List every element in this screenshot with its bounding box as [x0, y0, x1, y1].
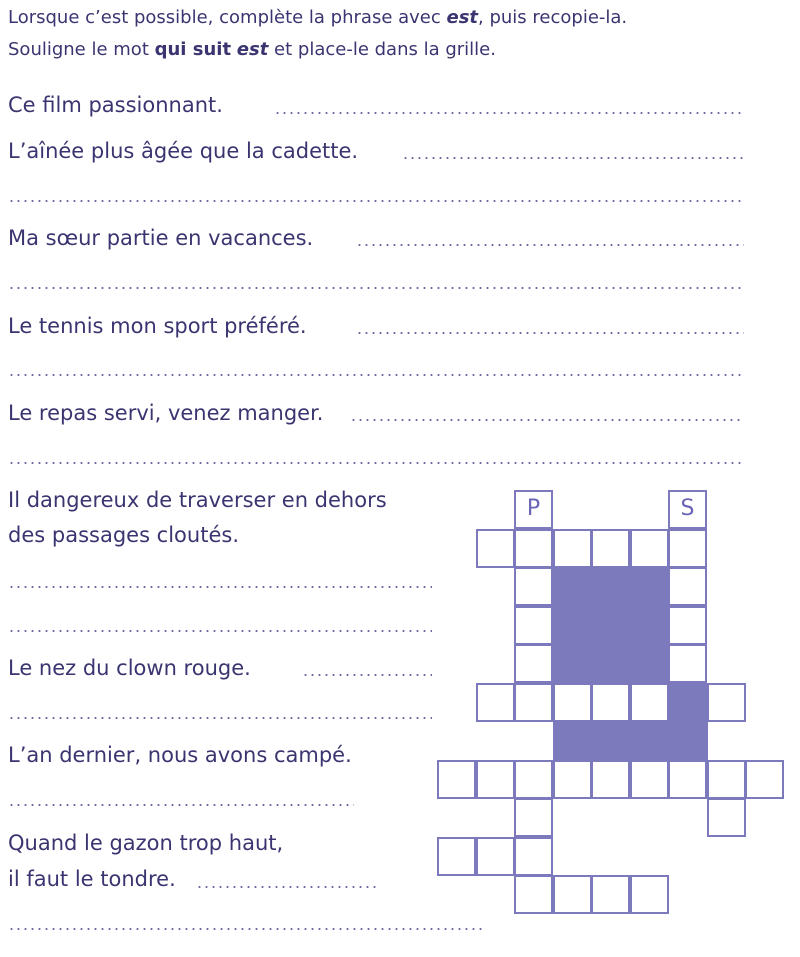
sentence-3: Ma sœur partie en vacances. — [8, 226, 314, 250]
crossword-cell[interactable] — [514, 875, 553, 914]
crossword-black-square — [553, 721, 670, 761]
crossword-cell[interactable] — [514, 837, 553, 876]
crossword-cell[interactable] — [514, 760, 553, 799]
crossword-cell[interactable] — [476, 760, 515, 799]
answer-line[interactable] — [350, 419, 744, 421]
answer-line[interactable] — [356, 332, 744, 334]
crossword-cell[interactable] — [437, 837, 476, 876]
crossword-cell[interactable] — [437, 760, 476, 799]
instruction-est: est — [446, 7, 479, 28]
crossword-cell[interactable] — [591, 760, 630, 799]
answer-line[interactable] — [302, 674, 432, 676]
crossword-cell[interactable] — [514, 606, 553, 645]
answer-line[interactable] — [8, 200, 744, 202]
instruction-text: , puis recopie-la. — [478, 7, 628, 28]
crossword-cell[interactable] — [514, 644, 553, 683]
crossword-cell[interactable] — [630, 529, 669, 568]
crossword-cell[interactable] — [591, 683, 630, 722]
crossword-cell[interactable] — [476, 837, 515, 876]
crossword-cell[interactable] — [668, 760, 707, 799]
crossword-cell[interactable] — [514, 798, 553, 837]
crossword-cell[interactable] — [630, 875, 669, 914]
crossword-black-square — [553, 567, 670, 684]
answer-line[interactable] — [356, 244, 744, 246]
sentence-6a: Il dangereux de traverser en dehors — [8, 488, 387, 512]
sentence-9b: il faut le tondre. — [8, 867, 176, 891]
answer-line[interactable] — [8, 804, 354, 806]
answer-line[interactable] — [8, 462, 744, 464]
crossword-cell[interactable] — [553, 760, 592, 799]
instruction-text: Lorsque c’est possible, complète la phrase avec — [8, 7, 447, 28]
crossword-cell[interactable] — [668, 644, 707, 683]
crossword-cell[interactable] — [707, 798, 746, 837]
crossword-cell[interactable] — [514, 683, 553, 722]
answer-line[interactable] — [196, 886, 380, 888]
instruction-est: est — [236, 39, 269, 60]
crossword-cell[interactable] — [668, 529, 707, 568]
instruction-line-1 — [8, 8, 788, 28]
crossword-cell[interactable] — [591, 529, 630, 568]
crossword-cell[interactable] — [553, 875, 592, 914]
crossword-cell[interactable] — [553, 529, 592, 568]
answer-line[interactable] — [8, 374, 744, 376]
sentence-5: Le repas servi, venez manger. — [8, 401, 324, 425]
crossword-cell[interactable] — [553, 683, 592, 722]
crossword-black-square — [668, 683, 708, 761]
sentence-7: Le nez du clown rouge. — [8, 656, 251, 680]
sentence-2: L’aînée plus âgée que la cadette. — [8, 139, 359, 163]
sentence-9a: Quand le gazon trop haut, — [8, 831, 284, 855]
crossword-letter: S — [680, 496, 695, 521]
crossword-cell[interactable] — [514, 529, 553, 568]
answer-line[interactable] — [8, 717, 432, 719]
instruction-line-2 — [8, 40, 788, 60]
instruction-qui-suit: qui suit — [154, 39, 232, 60]
crossword-cell[interactable] — [591, 875, 630, 914]
sentence-8: L’an dernier, nous avons campé. — [8, 743, 352, 767]
sentence-1: Ce film passionnant. — [8, 93, 223, 117]
answer-line[interactable] — [274, 112, 744, 114]
answer-line[interactable] — [8, 928, 484, 930]
sentence-4: Le tennis mon sport préféré. — [8, 314, 307, 338]
crossword-cell[interactable] — [630, 760, 669, 799]
sentence-6b: des passages cloutés. — [8, 523, 239, 547]
crossword-letter: P — [526, 496, 541, 521]
crossword-cell[interactable] — [514, 567, 553, 606]
instruction-text: et place-le dans la grille. — [268, 39, 496, 60]
crossword-cell[interactable] — [707, 683, 746, 722]
answer-line[interactable] — [402, 157, 744, 159]
crossword-cell[interactable] — [668, 606, 707, 645]
crossword-cell[interactable] — [668, 567, 707, 606]
answer-line[interactable] — [8, 287, 744, 289]
crossword-cell[interactable] — [707, 760, 746, 799]
crossword-cell[interactable] — [476, 529, 515, 568]
crossword-cell[interactable] — [630, 683, 669, 722]
instruction-text: Souligne le mot — [8, 39, 155, 60]
crossword-cell[interactable] — [745, 760, 784, 799]
answer-line[interactable] — [8, 630, 432, 632]
crossword-cell[interactable] — [476, 683, 515, 722]
answer-line[interactable] — [8, 586, 432, 588]
